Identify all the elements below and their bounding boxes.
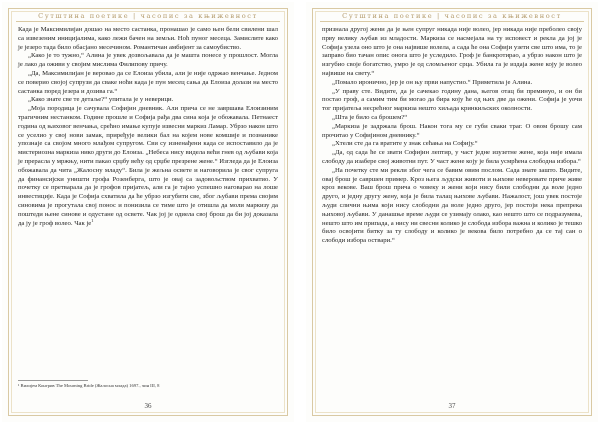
header-rule [16, 21, 280, 22]
paragraph: „Да, Максимилијан је веровао да се Елоиза убила, али је није одржао венчање. Једном се поверио својој супрузи да сваке ноћи када је пун месец сања да Елоиза долази на место састанка поред језера и дозива га.“ [18, 69, 278, 95]
paragraph: „Хтели сте да га вратите у знак сећања на Софију.“ [332, 140, 478, 148]
running-header: Сутштина поетике | часопис за књижевност [38, 12, 258, 20]
paragraph: „На почетку сте ми рекли због чега се бавим овим послом. Сада знате зашто. Видите, овај брош је савршен пример. Кроз њега људски животи и њихове неверовате приче живе кроз векове. Ваш брош прича о човеку и жени који нису били слободни да воле једно друго, и једну другу жену, која је била талац њихове љубави. Нажалост, још увек постоје људи слични њима који нису слободни да воле једно друго, јер постоји нека препрека њиховој љубави. У данашње време људи се узимају олако, као нешто што се подразумева, нешто што им припада, а нису ни свесни колико је слобода избора важна и колико је тешко било освојити битку за ту слободу и колико је векова било потребно да се тај сан о слободи избора оствари.“ [322, 166, 582, 245]
paragraph: признала другој жени да је њен супруг никада није волео, јер никада није преболео своју прву велику љубав из младости. Маркиза се насмејала на ту исповест и рекла да јој је Софија узела оно што је она највише волела, а сада ће она Софији узети све што има, то је заправо био тачан опис онога што је уследило. Гроф је банкротирао, а убрзо након што је изгубио своје богатство, умро је од сломљеног срца. Убила га је издаја жене коју је волео највише на свету.“ [322, 26, 582, 77]
page-number: 37 [448, 402, 456, 410]
right-page [306, 2, 598, 422]
paragraph: „Да, од сада ће се звати Софијин лептир, у част једне изузетне жене, која није имала слободу да изабере свој животни пут. У част жене коју је била усмрћена слободна избора.“ [322, 149, 582, 165]
paragraph: Када је Максимилијан дошао на место састанка, пронашао је само њен бели свилени шал са извезеним иницијалима, како лежи бачен на земљи. Ноћ пуног месеца. Замислите како је језеро тада било обасјано месечином. Романтичан амбијент за самоубиство. [18, 26, 278, 51]
left-page [2, 2, 294, 422]
paragraph: „Шта је било са брошем?“ [332, 113, 408, 121]
left-body-text [18, 26, 278, 228]
paragraph: „Како је то тужно,“ Алина је увек дозвољавала да је машта понесе у прошлост. Могла је лако да оживи у својим мислима Филипову причу. [18, 52, 278, 69]
page-number: 36 [144, 402, 152, 410]
paragraph: „Маркиза је задржала брош. Након тога му се губи сваки траг. О овом брошу сам прочитао у Софијином дневнику.“ [322, 122, 582, 139]
right-body-text [322, 26, 582, 246]
header-rule [320, 21, 584, 22]
footnote: ¹ Вилијем Конгрив The Mourning Bride (Жалосна млада) 1697., чин III, 8 [18, 383, 160, 388]
paragraph: „У праву сте. Видите, да је сачекао годину дана, његов отац би преминуо, и он би постао гроф, а самим тим би могао да бира коју ће од њих две да ожени. Софија је уочи тог пријатеља несрећног маркиза нешто хиљада кринкиљских околности. [322, 87, 582, 113]
running-header: Сутштина поетике | часопис за књижевност [342, 12, 562, 20]
footnote-marker: 1 [91, 217, 94, 223]
paragraph-text: „Моја породица је сачувала Софијин дневник. Али прича се не завршава Елоизиним трагичним нестанком. Године прошле и Софија рађа два сина која је обожавала. Петнаест година од њиховог венчања, срећно имање купује извесни маркиз Ламар. Убрзо након што се уселио у свој нови замак, приређује велики бал на којем нове комшије и познанике упознаје са својом много млађом супругом. Сви су изненађени када се испоставило да је мистериозна маркиза нико други до Елоиза. „Небеса нису видела већи гнев од љубави која је прерасла у мржњу, нити пакао срџбу већу од срџбе презрене жене.“ Изгледа да је Елоиза обожавала да чита „Жалосну младу“. Била је жељна освете и наговорила је свог супруга да финансијски уништи грофа Розенберга, што је овај са задовољством прихватио. У почетку се претварала да је грофов пријатељ, али га је тајно успешно наговарао на лоше инвестиције. Када је Софија схватила да ће убрзо изгубити све, због љубави према својим синовима је прогутала свој понос и понизила се тиме што је отишла да моли маркизу да поштеди њене синове и одустане од освете. Чак јој је одиела свој брош да би јој доказала да ју је гроф волео. Чак је [18, 105, 278, 227]
paragraph: „Помало иронично, јер је он њу први напустио.“ Приметила је Алина. [332, 78, 533, 86]
paragraph [18, 105, 278, 228]
footnote-rule [18, 380, 88, 381]
paragraph: „Како знате све те детаље?“ упитала је у неверици. [28, 96, 174, 104]
